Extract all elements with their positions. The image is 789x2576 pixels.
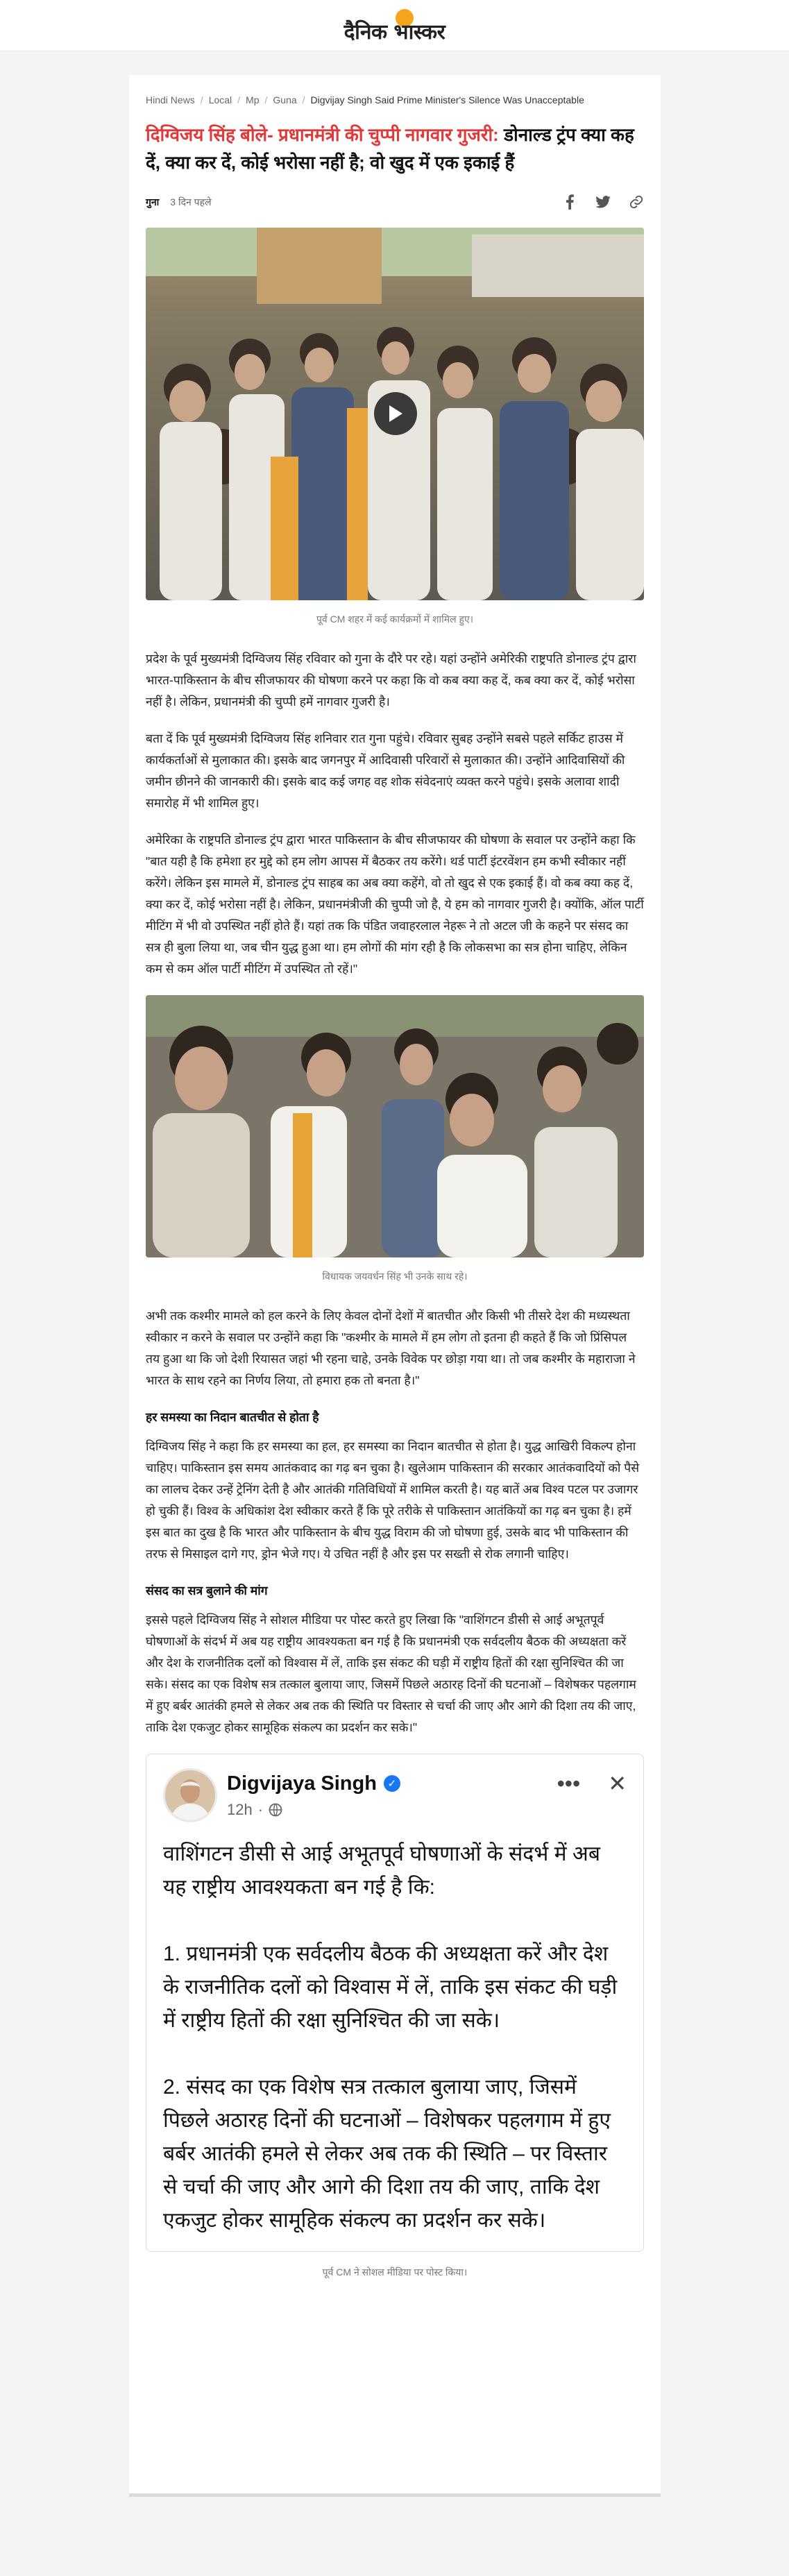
breadcrumb-hindi-news[interactable]: Hindi News	[146, 94, 195, 105]
article-paragraph: अमेरिका के राष्ट्रपति डोनाल्ड ट्रंप द्वारा भारत पाकिस्तान के बीच सीजफायर की घोषणा के सवाल पर उन्होंने कहा कि "बात यही है कि हमेशा हर मुद्दे को हम लोग आपस में बैठकर तय करेंगे। थर्ड पार्टी इंटरवेंशन हम कभी स्वीकार नहीं करेंगे। लेकिन इस मामले में, डोनाल्ड ट्रंप साहब का अब क्या कहेंगे, वो तो खुद से एक इकाई हैं। वो कब क्या कह दें, क्या कर दें, कोई भरोसा नहीं है। लेकिन, प्रधानमंत्रीजी की चुप्पी जो है, ये हम को नागवार गुजरी है। क्योंकि, ऑल पार्टी मीटिंग में भी वो उपस्थित नहीं होते हैं। यहां तक कि पंडित जवाहरलाल नेहरू ने तो अटल जी के कहने पर संसद का सत्र ही बुला लिया था, जब चीन युद्ध हुआ था। हम लोगों की मांग रही है कि लोकसभा का सत्र होना चाहिए, लेकिन कम से कम ऑल पार्टी मीटिंग में उपस्थित तो रहें।"	[146, 833, 644, 976]
globe-icon	[269, 1803, 282, 1817]
breadcrumb-separator: /	[200, 94, 203, 105]
breadcrumb-current: Digvijay Singh Said Prime Minister's Silence Was Unacceptable	[310, 94, 584, 105]
breadcrumb-guna[interactable]: Guna	[273, 94, 297, 105]
play-icon	[388, 405, 403, 423]
play-video-button[interactable]	[374, 392, 417, 435]
breadcrumb	[146, 94, 644, 105]
second-photo-image	[146, 995, 644, 1257]
top-bar	[0, 0, 789, 51]
link-icon[interactable]	[629, 194, 644, 210]
share-bar	[562, 194, 644, 210]
headline-kicker: दिग्विजय सिंह बोले- प्रधानमंत्री की चुप्पी नागवार गुजरी:	[146, 124, 499, 145]
breadcrumb-mp[interactable]: Mp	[246, 94, 260, 105]
article-paragraph: दिग्विजय सिंह ने कहा कि हर समस्या का हल, हर समस्या का निदान बातचीत से होता है। युद्ध आखिरी विकल्प होना चाहिए। पाकिस्तान इस समय आतंकवाद का गढ़ बन चुका है। खुलेआम पाकिस्तान की सरकार आतंकवादियों को पैसे का लालच देकर उन्हें ट्रेनिंग देती है और आतंकी गतिविधियों में शामिल करती है। यह बातें अब विश्व पटल पर उजागर हो चुकी हैं। विश्व के अधिकांश देश स्वीकार करते हैं कि पूरे तरीके से पाकिस्तान आतंकियों का गढ़ बन चुका है। हमें इस बात का दुख है कि भारत और पाकिस्तान के बीच युद्ध विराम की जो घोषणा हुई, उसके बाद भी पाकिस्तान की तरफ से मिसाइल दागे गए, ड्रोन भेजे गए। ये उचित नहीं है और इस पर सख्ती से रोक लगानी चाहिए।	[146, 1439, 640, 1561]
headline-text: डोनाल्ड ट्रंप क्या कह दें, क्या कर दें, कोई भरोसा नहीं है; वो खुद में एक इकाई हैं	[146, 124, 634, 173]
site-logo[interactable]	[344, 5, 446, 46]
breadcrumb-separator: /	[237, 94, 241, 105]
photo-caption: विधायक जयवर्धन सिंह भी उनके साथ रहे।	[322, 1271, 468, 1282]
post-time[interactable]: 12h	[227, 1800, 253, 1818]
article-inner	[146, 75, 644, 2279]
article-paragraph: प्रदेश के पूर्व मुख्यमंत्री दिग्विजय सिंह रविवार को गुना के दौरे पर रहे। यहां उन्होंने अमेरिकी राष्ट्रपति डोनाल्ड ट्रंप द्वारा भारत-पाकिस्तान के बीच सीजफायर की घोषणा करने पर कहा कि वो कब क्या कह दें, कब क्या कर दें, कोई भरोसा नहीं है। लेकिन, प्रधानमंत्री की चुप्पी हमें नागवार गुजरी है।	[146, 652, 636, 709]
breadcrumb-separator: /	[302, 94, 305, 105]
post-body: वाशिंगटन डीसी से आई अभूतपूर्व घोषणाओं के संदर्भ में अब यह राष्ट्रीय आवश्यकता बन गई है कि: 1. प्रधानमंत्री एक सर्वदलीय बैठक की अध्यक्षता करें और देश के राजनीतिक दलों को विश्वास में लें, ताकि इस संकट की घड़ी में राष्ट्रीय हितों की रक्षा सुनिश्चित की जा सके। 2. संसद का एक विशेष सत्र तत्काल बुलाया जाए, जिसमें पिछले अठारह दिनों की घटनाओं – विशेषकर पहलगाम में हुए बर्बर आतंकी हमले से लेकर अब तक की स्थिति – पर विस्तार से चर्चा की जाए और आगे की दिशा तय की जाए, ताकि देश एकजुट होकर सामूहिक संकल्प का प्रदर्शन कर सके।	[163, 1842, 618, 2232]
article-meta	[146, 192, 644, 212]
avatar-image	[165, 1770, 215, 1820]
twitter-icon[interactable]	[595, 194, 611, 210]
verified-icon: ✓	[384, 1775, 400, 1792]
social-post-embed[interactable]: Digvijaya Singh ✓ 12h · ••• ✕ वाशिंगटन डीसी से आई अभूतपूर्व घोषणाओं के संदर्भ में अब यह राष्ट्रीय आवश्यकता बन गई है कि: 1. प्रधानमंत्री एक सर्वदलीय बैठक की अध्यक्षता करें और देश के राजनीतिक दलों को विश्वास में लें, ताकि इस संकट की घड़ी में राष्ट्रीय हितों की रक्षा सुनिश्चित की जा सके। 2. संसद का एक विशेष सत्र तत्काल बुलाया जाए, जिसमें पिछले अठारह दिनों की घटनाओं – विशेषकर पहलगाम में हुए बर्बर आतंकी हमले से लेकर अब तक की स्थिति – पर विस्तार से चर्चा की जाए और आगे की दिशा तय की जाए, ताकि देश एकजुट होकर सामूहिक संकल्प का प्रदर्शन कर सके।	[146, 1754, 644, 2252]
logo-text: दैनिक भास्कर	[343, 19, 446, 44]
embed-caption: पूर्व CM ने सोशल मीडिया पर पोस्ट किया।	[322, 2266, 468, 2278]
article-paragraph: बता दें कि पूर्व मुख्यमंत्री दिग्विजय सिंह शनिवार रात गुना पहुंचे। रविवार सुबह उन्होंने सबसे पहले सर्किट हाउस में कार्यकर्ताओं से मुलाकात की। इसके बाद जगनपुर में आदिवासी परिवारों से मुलाकात की। उन्होंने आदिवासियों की जमीन छीनने की जानकारी की। इसके बाद कई जगह वह शोक संवेदनाएं व्यक्त करने पहुंचे। इसके अलावा शादी समारोह में भी शामिल हुए।	[146, 731, 625, 810]
article-card	[129, 75, 661, 2497]
avatar[interactable]	[163, 1768, 217, 1822]
publish-time: 3 दिन पहले	[170, 196, 212, 207]
article-headline	[146, 121, 644, 176]
lead-photo[interactable]	[146, 228, 644, 600]
article-paragraph: अभी तक कश्मीर मामले को हल करने के लिए केवल दोनों देशों में बातचीत और किसी भी तीसरे देश की मध्यस्थता स्वीकार न करने के सवाल पर उन्होंने कहा कि "कश्मीर के मामले में हम लोग तो इतना ही कहते हैं कि जो प्रिंसिपल तय हुआ था कि जो देशी रियासत जहां भी रहना चाहे, उनके विवेक पर छोड़ा गया था। तो जब कश्मीर के महाराजा ने भारत के साथ रहने का निर्णय लिया, तो हमारा हक तो बनता है।"	[146, 1309, 636, 1387]
article-paragraph: इससे पहले दिग्विजय सिंह ने सोशल मीडिया पर पोस्ट करते हुए लिखा कि "वाशिंगटन डीसी से आई अभूतपूर्व घोषणाओं के संदर्भ में अब यह राष्ट्रीय आवश्यकता बन गई है कि प्रधानमंत्री एक सर्वदलीय बैठक की अध्यक्षता करें और देश के राजनीतिक दलों को विश्वास में लें, ताकि इस संकट की घड़ी में राष्ट्रीय हितों की रक्षा सुनिश्चित की जा सके। संसद का एक विशेष सत्र तत्काल बुलाया जाए, जिसमें पिछले अठारह दिनों की घटनाओं – विशेषकर पहलगाम में हुए बर्बर आतंकी हमले से लेकर अब तक की स्थिति पर विस्तार से चर्चा की जाए और आगे की दिशा तय की जाए, ताकि देश एकजुट होकर सामूहिक संकल्प का प्रदर्शन कर सके।"	[146, 1613, 636, 1734]
post-author-name[interactable]: Digvijaya Singh	[227, 1772, 377, 1795]
breadcrumb-local[interactable]: Local	[208, 94, 232, 105]
dateline-city[interactable]: गुना	[146, 196, 160, 207]
second-photo[interactable]	[146, 995, 644, 1257]
more-options-icon[interactable]: •••	[557, 1771, 581, 1796]
section-heading: हर समस्या का निदान बातचीत से होता है	[146, 1410, 319, 1424]
breadcrumb-separator: /	[264, 94, 268, 105]
close-icon[interactable]: ✕	[608, 1771, 627, 1796]
facebook-icon[interactable]	[562, 194, 577, 210]
photo-caption: पूर्व CM शहर में कई कार्यक्रमों में शामिल हुए।	[316, 613, 474, 625]
section-heading: संसद का सत्र बुलाने की मांग	[146, 1584, 268, 1598]
